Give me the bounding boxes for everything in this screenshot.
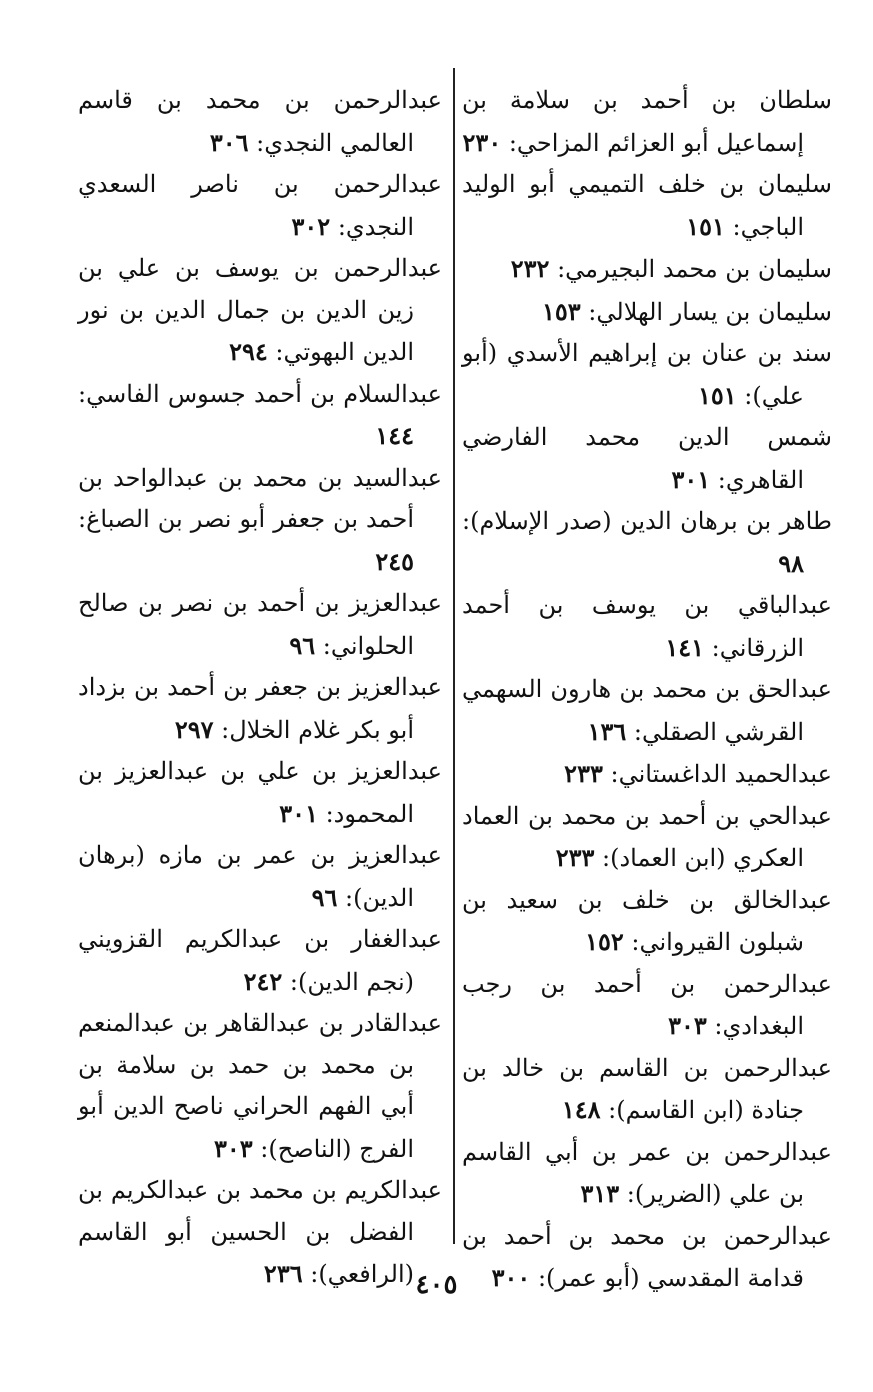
index-entry bbox=[78, 248, 442, 374]
entry-page-ref: ٩٨ bbox=[778, 548, 804, 578]
entry-page-ref: ٢٣٠ bbox=[462, 127, 502, 157]
entry-name: شمس الدين محمد الفارضي القاهري: bbox=[462, 423, 832, 494]
entry-name: عبدالسلام بن أحمد جسوس الفاسي: bbox=[78, 379, 442, 408]
entry-name: عبدالرحمن بن يوسف بن علي بن زين الدين بن جمال الدين بن نور الدين البهوتي: bbox=[78, 254, 442, 366]
entry-name: عبدالخالق بن خلف بن سعيد بن شبلون القيرواني: bbox=[462, 885, 832, 956]
entry-page-ref: ١٥١ bbox=[686, 211, 725, 241]
entry-page-ref: ١٤٤ bbox=[375, 421, 414, 450]
entry-page-ref: ٢٣٢ bbox=[510, 254, 550, 283]
entry-page-ref: ٣٠٦ bbox=[209, 127, 249, 157]
entry-page-ref: ٣٠٣ bbox=[668, 1011, 707, 1040]
index-entry bbox=[462, 1132, 832, 1216]
entry-page-ref: ١٤١ bbox=[665, 632, 704, 662]
entry-name: عبدالكريم بن محمد بن عبدالكريم بن الفضل بن الحسين أبو القاسم (الرافعي): bbox=[78, 1176, 442, 1288]
entry-page-ref: ٢٤٥ bbox=[375, 546, 414, 576]
entry-name: عبدالرحمن بن محمد بن قاسم العالمي النجدي: bbox=[78, 86, 442, 157]
index-entry bbox=[462, 585, 832, 669]
entry-page-ref: ٩٦ bbox=[311, 882, 338, 912]
entry-page-ref: ١٥٣ bbox=[541, 296, 581, 326]
index-entry bbox=[78, 583, 442, 667]
entry-page-ref: ٢٩٧ bbox=[174, 714, 214, 744]
entry-name: عبدالحميد الداغستاني: bbox=[610, 760, 832, 788]
index-entry bbox=[462, 333, 832, 417]
entry-page-ref: ٢٣٦ bbox=[263, 1259, 303, 1288]
index-entry bbox=[78, 164, 442, 248]
index-entry bbox=[462, 964, 832, 1048]
left-index-column bbox=[78, 80, 442, 1296]
entry-page-ref: ١٥٢ bbox=[585, 927, 624, 956]
index-entry bbox=[78, 919, 442, 1003]
entry-page-ref: ٩٦ bbox=[289, 630, 316, 660]
entry-name: عبدالسيد بن محمد بن عبدالواحد بن أحمد بن جعفر أبو نصر بن الصباغ: bbox=[78, 463, 442, 533]
entry-page-ref: ٢٩٤ bbox=[229, 337, 268, 366]
entry-name: سليمان بن محمد البجيرمي: bbox=[557, 255, 832, 283]
entry-name: سند بن عنان بن إبراهيم الأسدي (أبو علي): bbox=[462, 339, 832, 410]
index-entry bbox=[462, 164, 832, 248]
index-entry bbox=[78, 1003, 442, 1170]
entry-name: عبدالعزيز بن علي بن عبدالعزيز بن المحمود: bbox=[78, 757, 442, 828]
entry-name: سليمان بن خلف التميمي أبو الوليد الباجي: bbox=[462, 170, 832, 241]
entry-name: عبدالرحمن بن أحمد بن رجب البغدادي: bbox=[462, 969, 832, 1040]
entry-page-ref: ٣٠٠ bbox=[491, 1263, 531, 1292]
index-entry bbox=[462, 880, 832, 964]
entry-name: عبدالرحمن بن القاسم بن خالد بن جنادة (ابن القاسم): bbox=[462, 1053, 832, 1124]
index-entry bbox=[78, 835, 442, 919]
index-entry bbox=[78, 80, 442, 164]
index-entry bbox=[462, 753, 832, 796]
index-entry bbox=[462, 417, 832, 501]
right-index-column bbox=[462, 80, 832, 1300]
entry-page-ref: ٣٠١ bbox=[671, 464, 711, 494]
index-entry bbox=[78, 667, 442, 751]
entry-name: عبدالرحمن بن ناصر السعدي النجدي: bbox=[78, 170, 442, 241]
index-entry bbox=[462, 248, 832, 291]
index-entry bbox=[78, 458, 442, 584]
entry-page-ref: ٢٣٣ bbox=[564, 759, 603, 788]
entry-page-ref: ٢٣٣ bbox=[555, 843, 595, 872]
column-divider bbox=[453, 68, 455, 1244]
entry-name: عبدالغفار بن عبدالكريم القزويني (نجم الدين): bbox=[78, 925, 442, 996]
entry-page-ref: ١٥١ bbox=[697, 380, 737, 410]
entry-page-ref: ٣٠٢ bbox=[291, 211, 331, 241]
entry-name: سلطان بن أحمد بن سلامة بن إسماعيل أبو العزائم المزاحي: bbox=[462, 86, 832, 157]
entry-name: عبدالحي بن أحمد بن محمد بن العماد العكري (ابن العماد): bbox=[462, 801, 832, 872]
entry-page-ref: ٣١٣ bbox=[580, 1179, 620, 1208]
entry-name: عبدالقادر بن عبدالقاهر بن عبدالمنعم بن محمد بن حمد بن سلامة بن أبي الفهم الحراني ناصح الدين أبو الفرج (الناصح): bbox=[78, 1009, 442, 1163]
page-number: ٤٠٥ bbox=[415, 1270, 458, 1300]
index-entry bbox=[462, 669, 832, 753]
entry-name: عبدالعزيز بن عمر بن مازه (برهان الدين): bbox=[78, 841, 442, 912]
entry-page-ref: ١٣٦ bbox=[587, 716, 627, 746]
entry-name: عبدالرحمن بن عمر بن أبي القاسم بن علي (الضرير): bbox=[462, 1137, 832, 1208]
entry-name: عبدالحق بن محمد بن هارون السهمي القرشي الصقلي: bbox=[462, 675, 832, 746]
index-entry bbox=[462, 291, 832, 334]
entry-page-ref: ٢٤٢ bbox=[243, 966, 283, 996]
index-entry bbox=[78, 374, 442, 458]
entry-name: عبدالعزيز بن أحمد بن نصر بن صالح الحلواني: bbox=[78, 589, 442, 660]
entry-page-ref: ٣٠٣ bbox=[213, 1133, 253, 1163]
index-entry bbox=[462, 1048, 832, 1132]
index-entry bbox=[462, 80, 832, 164]
entry-name: عبدالعزيز بن جعفر بن أحمد بن بزداد أبو بكر غلام الخلال: bbox=[78, 673, 442, 744]
index-entry bbox=[462, 501, 832, 585]
entry-name: سليمان بن يسار الهلالي: bbox=[588, 297, 832, 326]
entry-name: طاهر بن برهان الدين (صدر الإسلام): bbox=[462, 507, 832, 535]
index-entry bbox=[462, 796, 832, 880]
entry-name: عبدالرحمن بن محمد بن أحمد بن قدامة المقدسي (أبو عمر): bbox=[462, 1221, 832, 1292]
index-entry bbox=[78, 751, 442, 835]
entry-name: عبدالباقي بن يوسف بن أحمد الزرقاني: bbox=[462, 591, 832, 662]
entry-page-ref: ٣٠١ bbox=[279, 798, 318, 828]
entry-page-ref: ١٤٨ bbox=[561, 1095, 601, 1124]
